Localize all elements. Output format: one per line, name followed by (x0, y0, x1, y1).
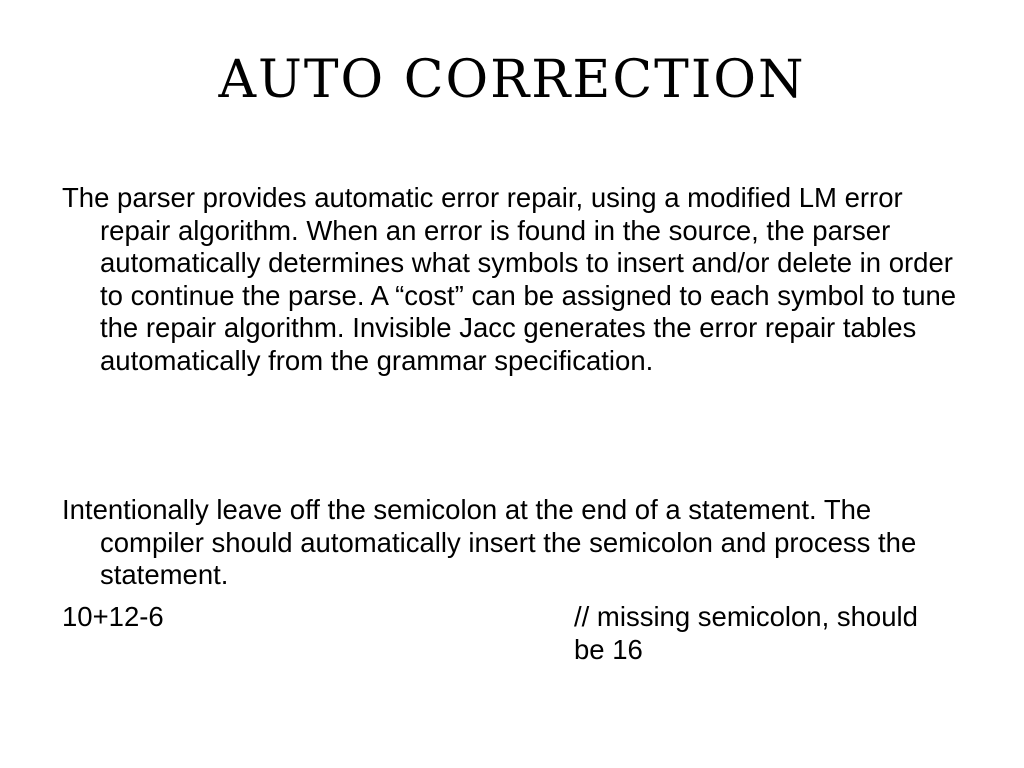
body-paragraph-2 (62, 494, 962, 592)
code-comment: // missing semicolon, should be 16 (574, 601, 918, 665)
slide-title: AUTO CORRECTION (218, 50, 806, 110)
paragraph-text: Intentionally leave off the semicolon at the end of a statement. The compiler should automatically insert the semicolon and process the statement. (62, 494, 917, 590)
body-paragraph-1 (62, 182, 962, 377)
code-expression: 10+12-6 (62, 601, 164, 632)
paragraph-text: The parser provides automatic error repair, using a modified LM error repair algorithm. When an error is found in the source, the parser automatically determines what symbols to insert and/or delete in order to continue the parse. A “cost” can be assigned to each symbol to tune the repair algorithm. Invisible Jacc generates the error repair tables automatically from the grammar specification. (62, 182, 957, 376)
